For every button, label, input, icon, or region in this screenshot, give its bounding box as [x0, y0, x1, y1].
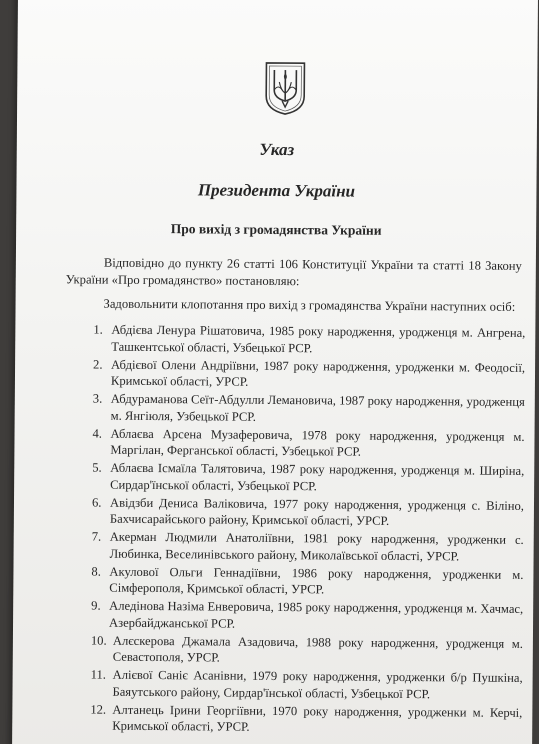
preamble-paragraph: Відповідно до пункту 26 статті 106 Конституції України та статті 18 Закону України «Про громадянство» постановляю: [65, 255, 522, 288]
list-item-number: 11. [90, 667, 106, 682]
list-item [92, 425, 524, 461]
list-item-text: Аблаєва Ісмаїла Талятовича, 1987 року народження, уродженця м. Ширіна, Сирдар'їнської області, Узбецької РСР. [110, 460, 525, 493]
list-item-number: 1. [93, 322, 103, 337]
list-item [93, 356, 525, 392]
list-item-text: Авідзби Дениса Валіковича, 1977 року народження, уродженця с. Віліно, Бахчисарайського району, Кримської області, УРСР. [109, 495, 525, 528]
list-item-number: 12. [90, 702, 107, 717]
document-heading-issuer: Президента України [197, 180, 356, 201]
list-item-text: Алієвої Саніє Асанівни, 1979 року народження, уродженки б/р Пушкіна, Баяутського району, Сирдар'їнської області, Узбецької РСР. [112, 667, 523, 701]
list-item [93, 322, 525, 358]
list-item-text: Акулової Ольги Геннадіївни, 1986 року народження, уродженки м. Сімферополя, Кримської області, УРСР. [109, 564, 524, 597]
document-subject: Про вихід з громадянства України [170, 221, 382, 238]
list-item-number: 8. [91, 564, 101, 579]
decree-page [12, 0, 538, 744]
list-item-text: Абдієвої Олени Андріївни, 1987 року народження, уродженки м. Феодосії, Кримської області, УРСР. [110, 357, 526, 389]
list-item-text: Абдієва Ленура Рішатовича, 1985 року народження, уродженця м. Ангрена, Ташкентської області, Узбецької РСР. [111, 322, 526, 355]
trident-coat-of-arms-icon [262, 60, 308, 116]
list-item-number: 2. [93, 357, 103, 372]
list-item-text: Аблаєва Арсена Музаферовича, 1978 року народження, уродженця м. Маргілан, Ферганської області, Узбецької РСР. [110, 426, 525, 459]
list-item [93, 391, 525, 427]
list-item [92, 529, 524, 565]
list-item-number: 7. [91, 529, 102, 544]
list-item-text: Абдураманова Сеїт-Абдулли Лемановича, 1987 року народження, уродженця м. Янгіюля, Узбецької РСР. [110, 391, 525, 424]
list-item-text: Алтанець Ірини Георгіївни, 1970 року народження, уродженки м. Керчі, Кримської області, УРСР. [112, 702, 523, 734]
list-item [91, 632, 523, 668]
list-item-number: 9. [91, 598, 101, 613]
list-item-number: 4. [92, 426, 103, 441]
list-item [92, 494, 524, 530]
list-item [90, 667, 522, 703]
list-item [92, 460, 524, 496]
list-item [91, 563, 523, 599]
list-item [91, 598, 523, 634]
list-item-text: Акерман Людмили Анатоліївни, 1981 року народження, уродженки с. Любинка, Веселинівського району, Миколаївської області, УРСР. [109, 529, 524, 563]
resolution-paragraph: Задовольнити клопотання про вихід з громадянства України наступних осіб: [103, 296, 516, 314]
list-item [90, 701, 522, 737]
list-item-number: 3. [92, 391, 103, 406]
list-item-text: Алєскерова Джамала Азадовича, 1988 року народження, уродженця м. Севастополя, УРСР. [112, 633, 523, 665]
persons-list [90, 322, 525, 739]
list-item-number: 5. [92, 460, 102, 475]
list-item-number: 6. [91, 495, 102, 510]
document-heading: Указ [259, 139, 295, 160]
list-item-number: 10. [90, 633, 107, 648]
list-item-text: Аледінова Назіма Енверовича, 1985 року народження, уродженця м. Хачмас, Азербайджанської РСР. [109, 598, 524, 631]
